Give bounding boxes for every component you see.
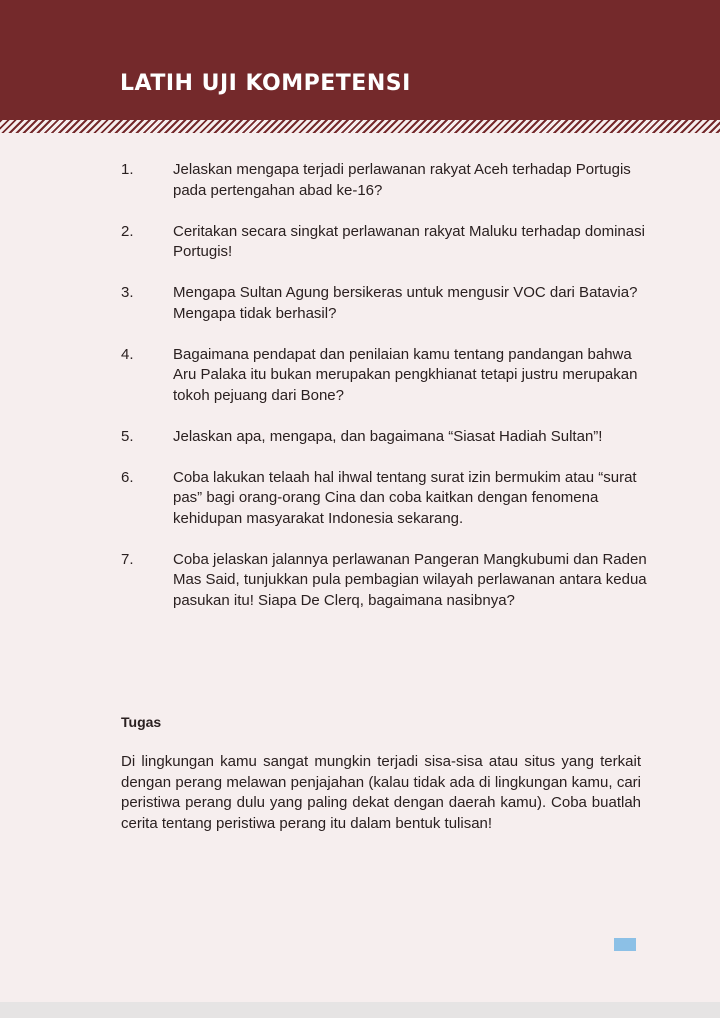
page-title: LATIH UJI KOMPETENSI — [120, 71, 411, 96]
question-list — [121, 160, 651, 632]
question-number: 3. — [121, 284, 134, 301]
tugas-body: Di lingkungan kamu sangat mungkin terjadi sisa-sisa atau situs yang terkait dengan perang melawan penjajahan (kalau tidak ada di lingkungan kamu, cari peristiwa perang dulu yang paling dekat dengan daerah kamu). Coba buatlah cerita tentang peristiwa perang itu dalam bentuk tulisan! — [121, 753, 641, 832]
question-text: Jelaskan mengapa terjadi perlawanan rakyat Aceh terhadap Portugis pada pertengahan abad ke-16? — [173, 161, 631, 199]
question-number: 7. — [121, 550, 134, 568]
header-banner — [0, 0, 720, 120]
question-item — [121, 283, 651, 324]
question-text: Bagaimana pendapat dan penilaian kamu tentang pandangan bahwa Aru Palaka itu bukan merupakan pengkhianat tetapi justru merupakan tokoh pejuang dari Bone? — [173, 345, 638, 404]
question-item — [121, 160, 651, 201]
question-number: 4. — [121, 345, 134, 363]
question-number: 1. — [121, 161, 134, 178]
question-text: Jelaskan apa, mengapa, dan bagaimana “Siasat Hadiah Sultan”! — [173, 427, 603, 445]
question-number: 6. — [121, 468, 134, 486]
question-item — [121, 222, 651, 263]
question-number: 2. — [121, 222, 134, 240]
question-item — [121, 550, 651, 612]
question-text: Coba lakukan telaah hal ihwal tentang surat izin bermukim atau “surat pas” bagi orang-orang Cina dan coba kaitkan dengan fenomena kehidupan masyarakat Indonesia sekarang. — [173, 468, 637, 527]
page-marker — [614, 938, 636, 951]
bottom-strip — [0, 1002, 720, 1018]
question-item — [121, 345, 651, 407]
tugas-heading: Tugas — [121, 714, 162, 730]
hatch-divider — [0, 120, 720, 133]
question-text: Mengapa Sultan Agung bersikeras untuk mengusir VOC dari Batavia? Mengapa tidak berhasil? — [173, 284, 638, 322]
question-text: Coba jelaskan jalannya perlawanan Pangeran Mangkubumi dan Raden Mas Said, tunjukkan pula pembagian wilayah perlawanan antara kedua pasukan itu! Siapa De Clerq, bagaimana nasibnya? — [173, 550, 647, 609]
question-item — [121, 427, 651, 448]
question-number: 5. — [121, 427, 134, 445]
question-item — [121, 468, 651, 530]
question-text: Ceritakan secara singkat perlawanan rakyat Maluku terhadap dominasi Portugis! — [173, 222, 645, 260]
